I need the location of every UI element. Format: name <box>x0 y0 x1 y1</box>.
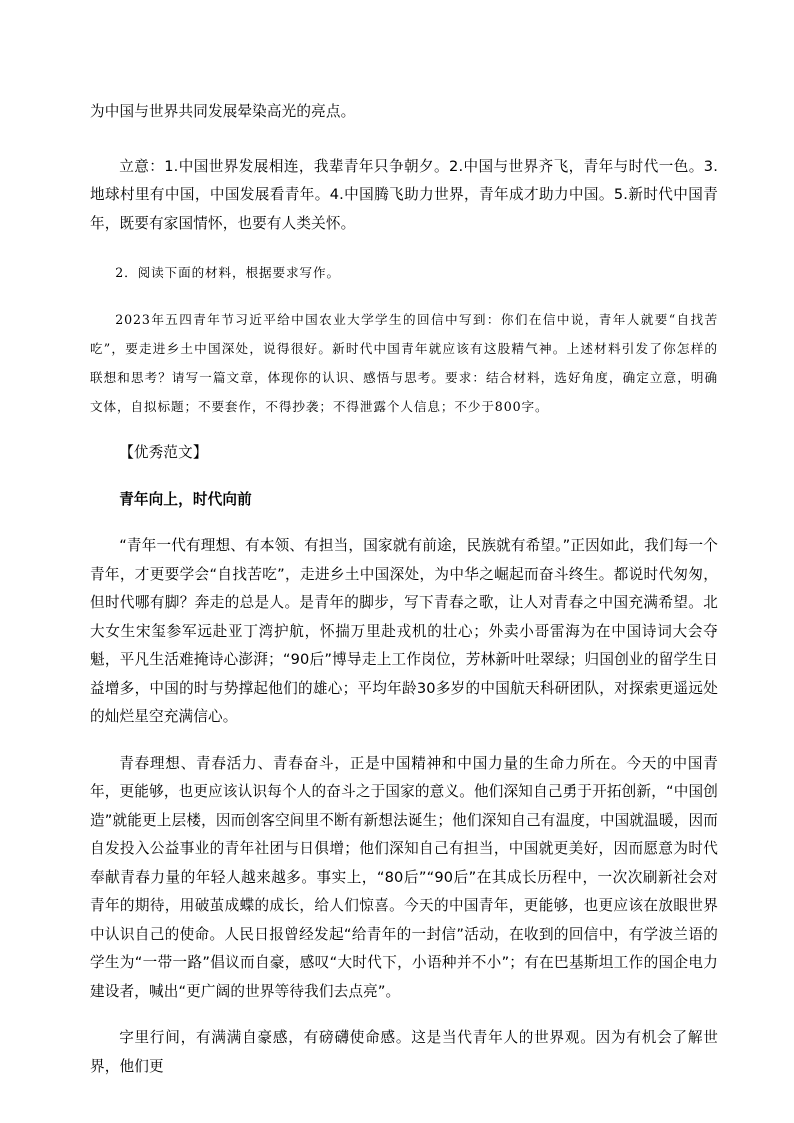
document-page <box>90 98 718 1081</box>
question-material: 2023年五四青年节习近平给中国农业大学学生的回信中写到：你们在信中说，青年人就要“自找苦吃”，要走进乡土中国深处，说得很好。新时代中国青年就应该有这股精气神。上述材料引发了你怎样的联想和思考？请写一篇文章，体现你的认识、感悟与思考。要求：结合材料，选好角度，确定立意，明确文体，自拟标题；不要套作，不得抄袭；不得泄露个人信息；不少于800字。 <box>90 312 718 414</box>
essay-title: 青年向上，时代向前 <box>119 490 252 508</box>
essay-paragraph-3: 字里行间，有满满自豪感，有磅礴使命感。这是当代青年人的世界观。因为有机会了解世界，他们更 <box>90 1029 718 1075</box>
theme-ideas: 立意：1.中国世界发展相连，我辈青年只争朝夕。2.中国与世界齐飞，青年与时代一色。3.地球村里有中国，中国发展看青年。4.中国腾飞助力世界，青年成才助力中国。5.新时代中国青年，既要有家国情怀，也要有人类关怀。 <box>90 157 718 232</box>
section-label: 【优秀范文】 <box>119 444 208 461</box>
essay-paragraph-1: “青年一代有理想、有本领、有担当，国家就有前途，民族就有希望。”正因如此，我们每一个青年，才更要学会“自找苦吃”，走进乡土中国深处，为中华之崛起而奋斗终生。都说时代匆匆，但时代哪有脚？奔走的总是人。是青年的脚步，写下青春之歌，让人对青春之中国充满希望。北大女生宋玺参军远赴亚丁湾护航，怀揣万里赴戎机的壮心；外卖小哥雷海为在中国诗词大会夺魁，平凡生活难掩诗心澎湃；“90后”博导走上工作岗位，芳林新叶吐翠绿；归国创业的留学生日益增多，中国的时与势撑起他们的雄心；平均年龄30多岁的中国航天科研团队，对探索更遥远处的灿烂星空充满信心。 <box>90 537 718 725</box>
essay-paragraph-2: 青春理想、青春活力、青春奋斗，正是中国精神和中国力量的生命力所在。今天的中国青年，更能够，也更应该认识每个人的奋斗之于国家的意义。他们深知自己勇于开拓创新，“中国创造”就能更上层楼，因而创客空间里不断有新想法诞生；他们深知自己有温度，中国就温暖，因而自发投入公益事业的青年社团与日俱增；他们深知自己有担当，中国就更美好，因而愿意为时代奉献青春力量的年轻人越来越多。事实上，“80后”“90后”在其成长历程中，一次次刷新社会对青年的期待，用破茧成蝶的成长，给人们惊喜。今天的中国青年，更能够，也更应该在放眼世界中认识自己的使命。人民日报曾经发起“给青年的一封信”活动，在收到的回信中，有学波兰语的学生为“一带一路”倡议而自豪，感叹“大时代下，小语种并不小”；有在巴基斯坦工作的国企电力建设者，喊出“更广阔的世界等待我们去点亮”。 <box>90 754 718 1000</box>
paragraph-continuation: 为中国与世界共同发展晕染高光的亮点。 <box>90 103 356 120</box>
question-title: 2．阅读下面的材料，根据要求写作。 <box>115 265 340 280</box>
